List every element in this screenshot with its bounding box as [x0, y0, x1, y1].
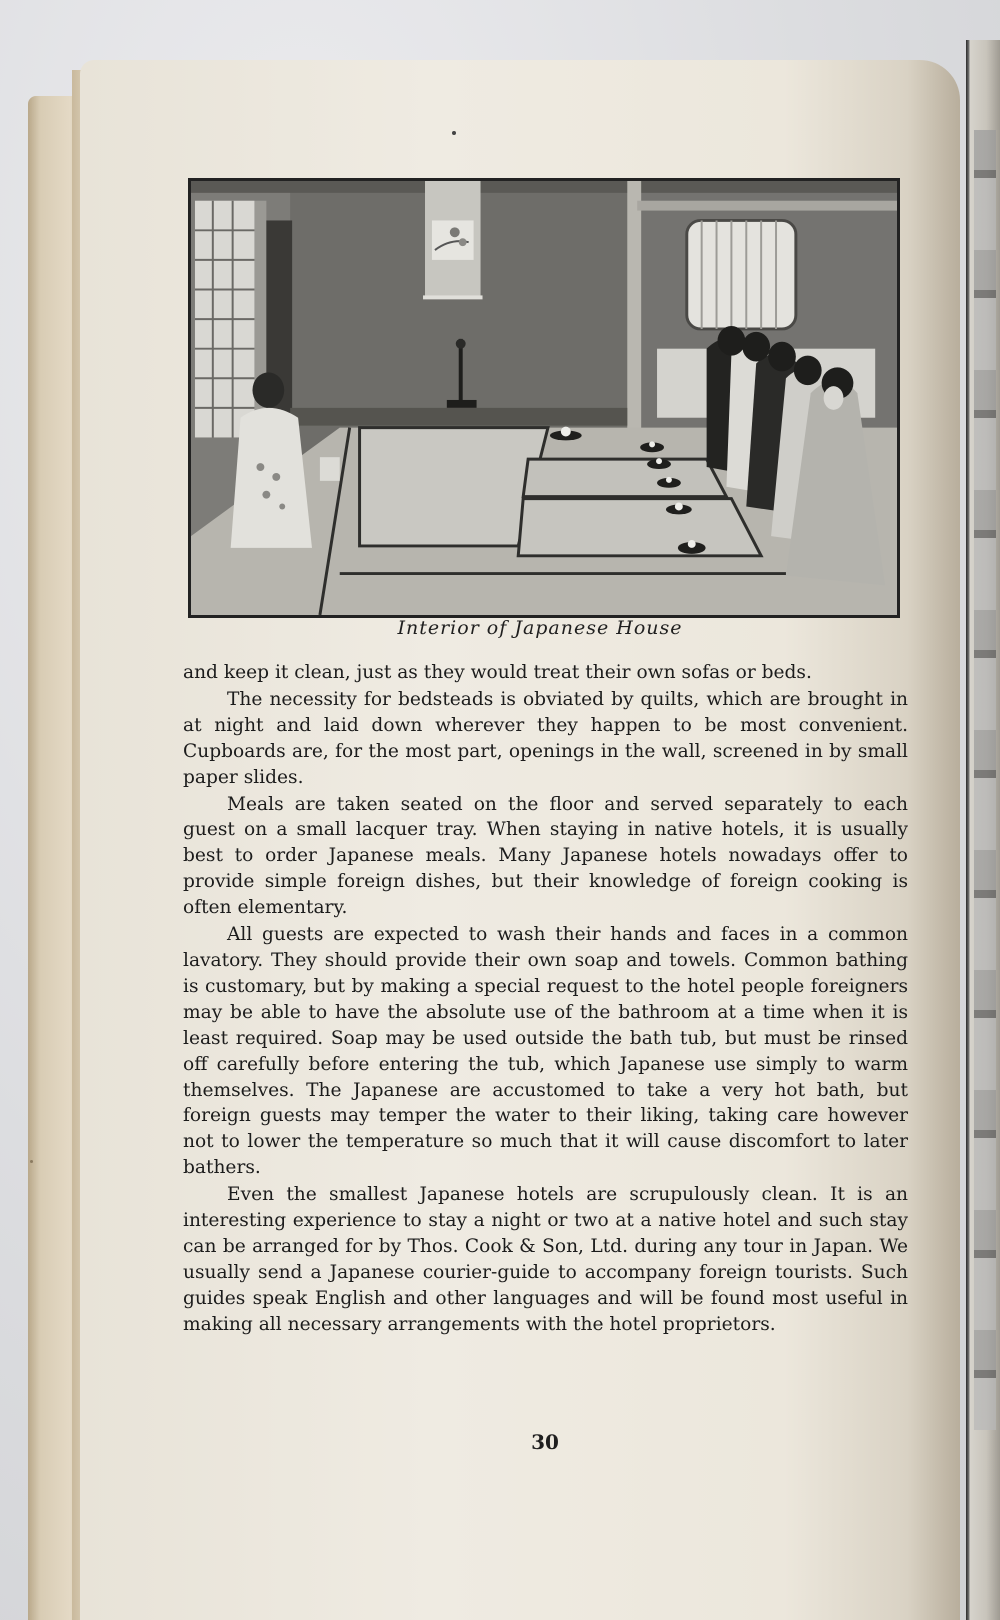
paragraph-4: All guests are expected to wash their hands and faces in a common lavatory. They should provide their own soap and towels. Common bathing is customary, but by making a special request to the hotel people foreigners may be able to have the absolute use of the bathroom at a time when it is least required. Soap may be used outside the bath tub, but must be rinsed off carefully before entering the tub, which Japanese use simply to warm themselves. The Japanese are accustomed to take a very hot bath, but foreign guests may temper the water to their liking, taking care however not to lower the temperature so much that it will cause discomfort to later bathers.	[183, 924, 908, 1179]
margin-speck	[30, 1160, 33, 1163]
japanese-room-photo	[191, 181, 897, 615]
paragraph-2: The necessity for bedsteads is obviated by quilts, which are brought in at night and laid down wherever they happen to be most convenient. Cupboards are, for the most part, openings in the wall, screened in by small paper slides.	[183, 688, 908, 788]
round-window	[687, 220, 796, 328]
facing-page-edge	[966, 40, 1000, 1620]
body-text	[183, 660, 908, 1338]
figure-caption: Interior of Japanese House	[397, 617, 683, 639]
tokonoma-platform	[290, 408, 627, 426]
figure-photograph	[188, 178, 900, 618]
upper-rail	[637, 201, 897, 211]
paragraph-3: Meals are taken seated on the floor and served separately to each guest on a small lacquer tray. When staying in native hotels, it is usually best to order Japanese meals. Many Japanese hotels nowadays offer to provide simple foreign dishes, but their knowledge of foreign cooking is often elementary.	[183, 793, 908, 919]
page-number: 30	[531, 1430, 559, 1454]
facing-page-illustration-strip	[974, 130, 996, 1430]
ceiling-beam	[191, 181, 897, 193]
print-speck	[452, 131, 456, 135]
paragraph-1: and keep it clean, just as they would treat their own sofas or beds.	[183, 662, 812, 683]
hanging-scroll	[423, 181, 482, 299]
paragraph-5: Even the smallest Japanese hotels are scrupulously clean. It is an interesting experience to stay a night or two at a native hotel and such stay can be arranged for by Thos. Cook & Son, Ltd. during any tour in Japan. We usually send a Japanese courier-guide to accompany foreign tourists. Such guides speak English and other languages and will be found most useful in making all necessary arrangements with the hotel proprietors.	[183, 1184, 908, 1335]
